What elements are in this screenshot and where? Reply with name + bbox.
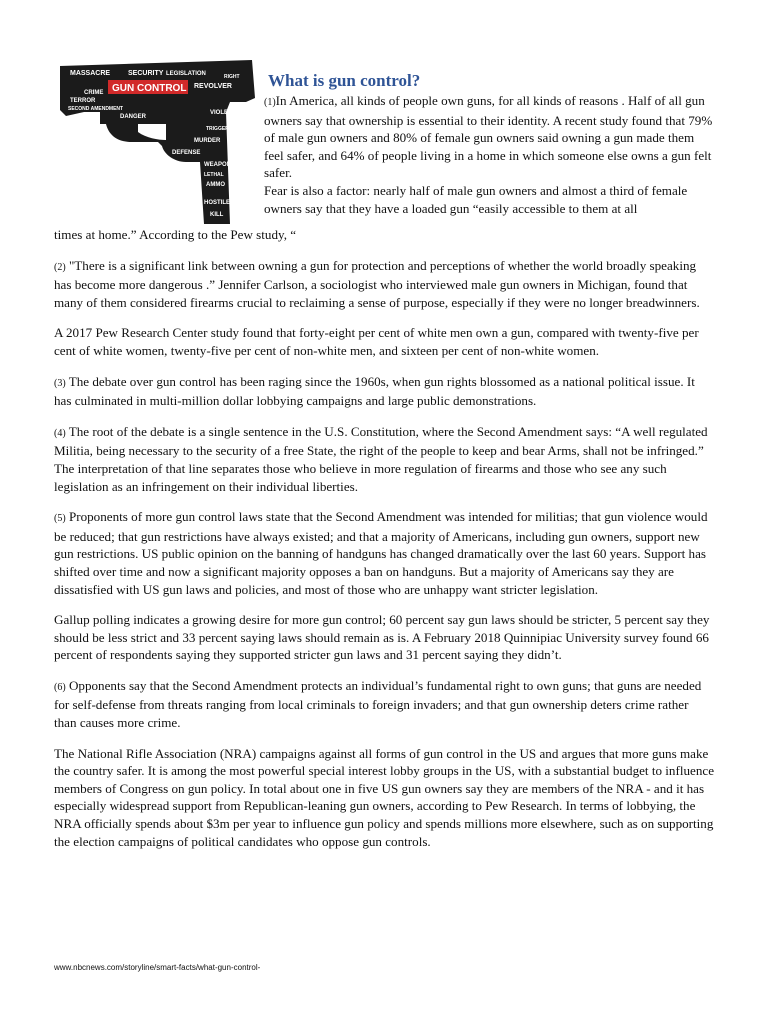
gun-word: REVOLVER [194, 83, 232, 90]
body-paragraph [54, 508, 714, 598]
fear-paragraph: Fear is also a factor: nearly half of male gun owners and almost a third of female owners say that they have a loaded gun “easily accessible to them at all [264, 182, 688, 216]
paragraph-text: Opponents say that the Second Amendment protects an individual’s fundamental right to own guns; that guns are needed for self-defense from threats ranging from local criminals to foreign invaders; and that gun ownership deters crime rather than causes more crime. [54, 677, 702, 731]
gun-word: DANGER [120, 114, 147, 120]
body-paragraph [54, 611, 714, 664]
gun-word: CRIME [84, 90, 104, 96]
gun-word: MASSACRE [70, 70, 111, 77]
paragraph-gap [54, 598, 714, 611]
paragraph-gap [54, 732, 714, 745]
body-paragraph [54, 423, 714, 495]
page-title: What is gun control? [268, 71, 421, 90]
body-paragraph [54, 677, 714, 732]
paragraph-gap [54, 495, 714, 508]
paragraph-gap [54, 244, 714, 257]
paragraph-number: (2) [54, 261, 66, 273]
gun-word: AMMO [206, 182, 225, 188]
body-paragraph [54, 745, 714, 851]
paragraph-text: Gallup polling indicates a growing desire for more gun control; 60 percent say gun laws should be stricter, 5 percent say they should be less strict and 33 percent saying laws should remain as is. A February 2018 Quinnipiac University survey found 66 percent of respondents saying they supported stricter gun laws and 31 percent saying they didn’t. [54, 612, 710, 663]
body-paragraph [54, 257, 714, 312]
header-block [54, 54, 714, 226]
article-body [54, 244, 714, 851]
paragraph-number: (3) [54, 377, 66, 389]
paragraph-number: (6) [54, 681, 66, 693]
paragraph-text: A 2017 Pew Research Center study found that forty-eight per cent of white men own a gun, compared with twenty-five per cent of white women, twenty-five per cent of non-white men, and sixteen per cent of non-white women. [54, 325, 699, 358]
gun-word: MURDER [194, 138, 221, 144]
paragraph-gap [54, 410, 714, 423]
body-paragraph [54, 373, 714, 410]
paragraph-gap [54, 360, 714, 373]
gun-word: LEGISLATION [166, 71, 206, 77]
gun-word: TRIGGER [206, 126, 229, 132]
intro-block [264, 71, 714, 217]
intro-paragraph [264, 92, 714, 182]
gun-word: SECOND AMENDMENT [68, 106, 124, 112]
paragraph-number: (5) [54, 513, 66, 525]
intro-text: In America, all kinds of people own guns, for all kinds of reasons . Half of all gun owners say that ownership is essential to their identity. A recent study found that 79% of male gun owners and 80% of female gun owners said owning a gun made them feel safer, and 64% of people living in a home in which someone else owns a gun felt safer. [264, 93, 713, 181]
gun-word: VIOLENCE [210, 110, 241, 116]
paragraph-text: The debate over gun control has been raging since the 1960s, when gun rights blossomed as a national political issue. It has culminated in multi-million dollar lobbying campaigns and large public demonstrations. [54, 373, 695, 409]
source-url: www.nbcnews.com/storyline/smart-facts/what-gun-control- [54, 963, 261, 972]
gun-word-cloud-figure [54, 54, 262, 226]
body-paragraph [54, 324, 714, 359]
gun-word: LETHAL [204, 172, 224, 178]
gun-control-banner-text: GUN CONTROL [112, 83, 187, 94]
gun-word: WEAPON [204, 162, 231, 168]
gun-word: KILL [210, 212, 224, 218]
fear-paragraph-continuation: times at home.” According to the Pew study, “ [54, 227, 297, 242]
gun-word: DEFENSE [172, 150, 201, 156]
paragraph-number: (4) [54, 427, 66, 439]
paragraph-gap [54, 664, 714, 677]
gun-word: TERROR [70, 98, 96, 104]
gun-word: HOSTILE [204, 200, 231, 206]
paragraph-gap [54, 311, 714, 324]
paragraph-text: The National Rifle Association (NRA) campaigns against all forms of gun control in the US and argues that more guns make the country safer. It is among the most powerful special interest lobby groups in the US, with a substantial budget to influence members of Congress on gun policy. In total about one in five US gun owners say they are members of the NRA - and it has especially widespread support from Republican-leaning gun owners, according to Pew Research. In terms of lobbying, the NRA officially spends about $3m per year to influence gun policy and spends millions more elsewhere, such as on supporting the election campaigns of political candidates who oppose gun controls. [54, 745, 715, 849]
gun-word: SECURITY [128, 70, 164, 77]
paragraph-text: "There is a significant link between owning a gun for protection and perceptions of whether the world broadly speaking has become more dangerous .” Jennifer Carlson, a sociologist who interviewed male gun owners in Michigan, found that many of them considered firearms crucial to reclaiming a sense of purpose, especially if they were no longer breadwinners. [54, 257, 700, 310]
paragraph-text: Proponents of more gun control laws state that the Second Amendment was intended for militias; that gun violence would be reduced; that gun restrictions have always existed; and that a majority of Americans, including gun owners, support new gun restrictions. US public opinion on the banning of handguns has changed dramatically over the last 60 years. Support has shifted over time and now a significant majority opposes a ban on handguns. But a majority of Americans say they are dissatisfied with US gun laws and policies, and most of those who are unhappy want stricter legislation. [54, 509, 708, 597]
paragraph-text: The root of the debate is a single sentence in the U.S. Constitution, where the Second Amendment says: “A well regulated Militia, being necessary to the security of a free State, the right of the people to keep and bear Arms, shall not be infringed.” The interpretation of that line separates those who believe in more regulation of firearms and those who see any such legislation as an infringement on their individual liberties. [54, 423, 708, 494]
paragraph-number: (1) [264, 97, 276, 108]
document-page [54, 54, 714, 850]
gun-word: RIGHT [224, 74, 240, 80]
